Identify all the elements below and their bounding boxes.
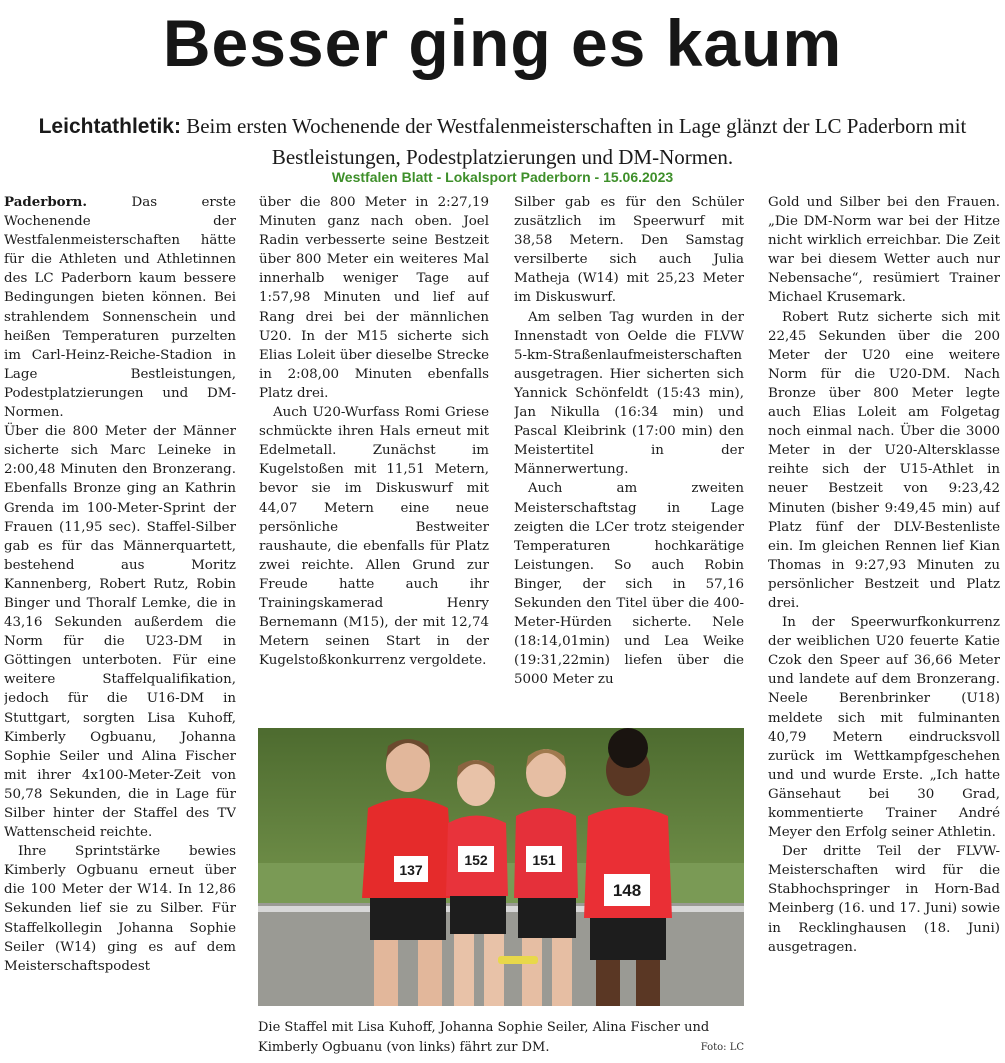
paragraph: Auch am zweiten Meisterschaftstag in Lage zeigten die LCer trotz steigender Temperaturen hochkarätige Leistungen. So auch Robin Binger, der sich in 57,16 Sekunden den Titel über die 400-Meter-Hürden sicherte. Nele (18:14,01min) und Lea Weike (19:31,22min) liefen über die 5000 Meter zu (514, 481, 744, 688)
paragraph: Das erste Wochenende der Westfalenmeisterschaften hätte für die Athleten und Athletinnen des LC Paderborn kaum bessere Bedingungen bieten können. Bei strahlendem Sonnenschein und heißen Temperaturen purzelten im Carl-Heinz-Reiche-Stadion in Lage Bestleistungen, Podestplatzierungen und DM-Normen. (4, 195, 236, 421)
headline: Besser ging es kaum (162, 6, 843, 80)
bib-number: 151 (532, 852, 556, 868)
paragraph: Auch U20-Wurfass Romi Griese schmückte ihren Hals erneut mit Edelmetall. Zunächst im Kugelstoßen mit 11,51 Metern, bevor sie im Diskuswurf mit 44,07 Metern eine neue persönliche Bestweiter raushaute, die ebenfalls für Platz zwei reichte. Allen Grund zur Freude hatte auch ihr Trainingskamerad Henry Bernemann (M15), der mit 12,74 Metern seinen Start in der Kugelstoßkonkurrenz vergoldete. (259, 405, 489, 669)
bib-number: 137 (399, 862, 423, 878)
relay-team-illustration (258, 728, 744, 1006)
column-4 (768, 193, 1000, 1061)
team-photo (258, 728, 744, 1006)
source-line: Westfalen Blatt - Lokalsport Paderborn - 15.06.2023 (331, 169, 674, 185)
paragraph: Über die 800 Meter der Männer sicherte sich Marc Leineke in 2:00,48 Minuten den Bronzerang. Ebenfalls Bronze ging an Kathrin Grenda im 100-Meter-Sprint der Frauen (11,95 sec). Staffel-Silber gab es für das Männerquartett, bestehend aus Moritz Kannenberg, Robert Rutz, Robin Binger und Thoralf Lemke, die in 43,16 Sekunden außerdem die Norm für die U23-DM in Göttingen unterboten. Für eine weitere Staffelqualifikation, jedoch für die U16-DM in Stuttgart, sorgten Lisa Kuhoff, Kimberly Ogbuanu, Johanna Sophie Seiler und Alina Fischer mit ihrer 4x100-Meter-Zeit von 50,78 Sekunden, die in Lage für Silber hinter der Staffel des TV Wattenscheid reichte. (4, 424, 236, 841)
dateline: Paderborn. (4, 194, 88, 210)
bib-number: 148 (612, 881, 642, 900)
column-2 (259, 193, 489, 723)
paragraph: Silber gab es für den Schüler zusätzlich im Speerwurf mit 38,58 Metern. Den Samstag versilberte sich auch Julia Matheja (W14) mit 25,23 Meter im Diskuswurf. (514, 195, 744, 306)
paragraph: Am selben Tag wurden in der Innenstadt von Oelde die FLVW 5-km-Straßenlaufmeisterschaften ausgetragen. Hier sicherten sich Yannick Schönfeldt (15:43 min), Jan Nikulla (16:34 min) und Pascal Kleibrink (17:00 min) den Meistertitel in der Männerwertung. (514, 309, 744, 478)
subheadline-text: Beim ersten Wochenende der Westfalenmeisterschaften in Lage glänzt der LC Paderborn mit Bestleistungen, Podestplatzierungen und DM-Normen. (186, 114, 967, 169)
subheadline (30, 111, 975, 173)
paragraph: Ihre Sprintstärke bewies Kimberly Ogbuanu erneut über die 100 Meter der W14. In 12,86 Sekunden lief sie zu Silber. Für Staffelkollegin Johanna Sophie Seiler (W14) ging es auf dem Meisterschaftspodest (4, 844, 236, 974)
column-1 (4, 193, 236, 1061)
photo-caption (258, 1018, 744, 1062)
paragraph: In der Speerwurfkonkurrenz der weiblichen U20 feuerte Katie Czok den Speer auf 36,66 Meter und landete auf dem Bronzerang. Neele Berenbrinker (U18) meldete sich mit fulminanten 40,79 Metern eindrucksvoll zurück im Wettkampfgeschehen und und wurde Erste. „Ich hatte Gänsehaut bei 30 Grad, kommentierte Trainer André Meyer den Erfolg seiner Athletin. (768, 615, 1000, 841)
paragraph: Robert Rutz sicherte sich mit 22,45 Sekunden über die 200 Meter der U20 eine weitere Norm für die U20-DM. Nach Bronze über 800 Meter legte auch Elias Loleit am Folgetag noch einmal nach. Über die 3000 Meter in der U20-Altersklasse reihte sich der U15-Athlet in neuer Bestzeit von 9:23,42 Minuten (bisher 9:49,45 min) auf Platz fünf der DLV-Bestenliste ein. Im gleichen Rennen lief Kian Thomas in 9:27,93 Minuten zu persönlicher Bestzeit und Platz drei. (768, 309, 1000, 611)
column-3 (514, 193, 744, 723)
paragraph: über die 800 Meter in 2:27,19 Minuten ganz nach oben. Joel Radin verbesserte seine Bestzeit über 800 Meter ein weiteres Mal innerhalb weniger Tage auf 1:57,98 Minuten und lief auf Rang drei bei der männlichen U20. In der M15 sicherte sich Elias Loleit über dieselbe Strecke in 2:08,00 Minuten ebenfalls Platz drei. (259, 195, 489, 401)
caption-text: Die Staffel mit Lisa Kuhoff, Johanna Sophie Seiler, Alina Fischer und Kimberly Ogbuanu (von links) fährt zur DM. (258, 1020, 710, 1055)
bib-number: 152 (464, 852, 488, 868)
paragraph: Der dritte Teil der FLVW-Meisterschaften wird für die Stabhochspringer in Horn-Bad Meinberg (16. und 17. Juni) sowie in Recklinghausen (18. Juni) ausgetragen. (768, 844, 1000, 955)
photo-credit: Foto: LC (700, 1042, 744, 1053)
kicker: Leichtathletik: (38, 115, 181, 138)
paragraph: Gold und Silber bei den Frauen. „Die DM-Norm war bei der Hitze nicht wirklich erreichbar. Die Zeit war bei diesem Wetter auch nur Nebensache“, resümiert Trainer Michael Krusemark. (768, 195, 1000, 306)
